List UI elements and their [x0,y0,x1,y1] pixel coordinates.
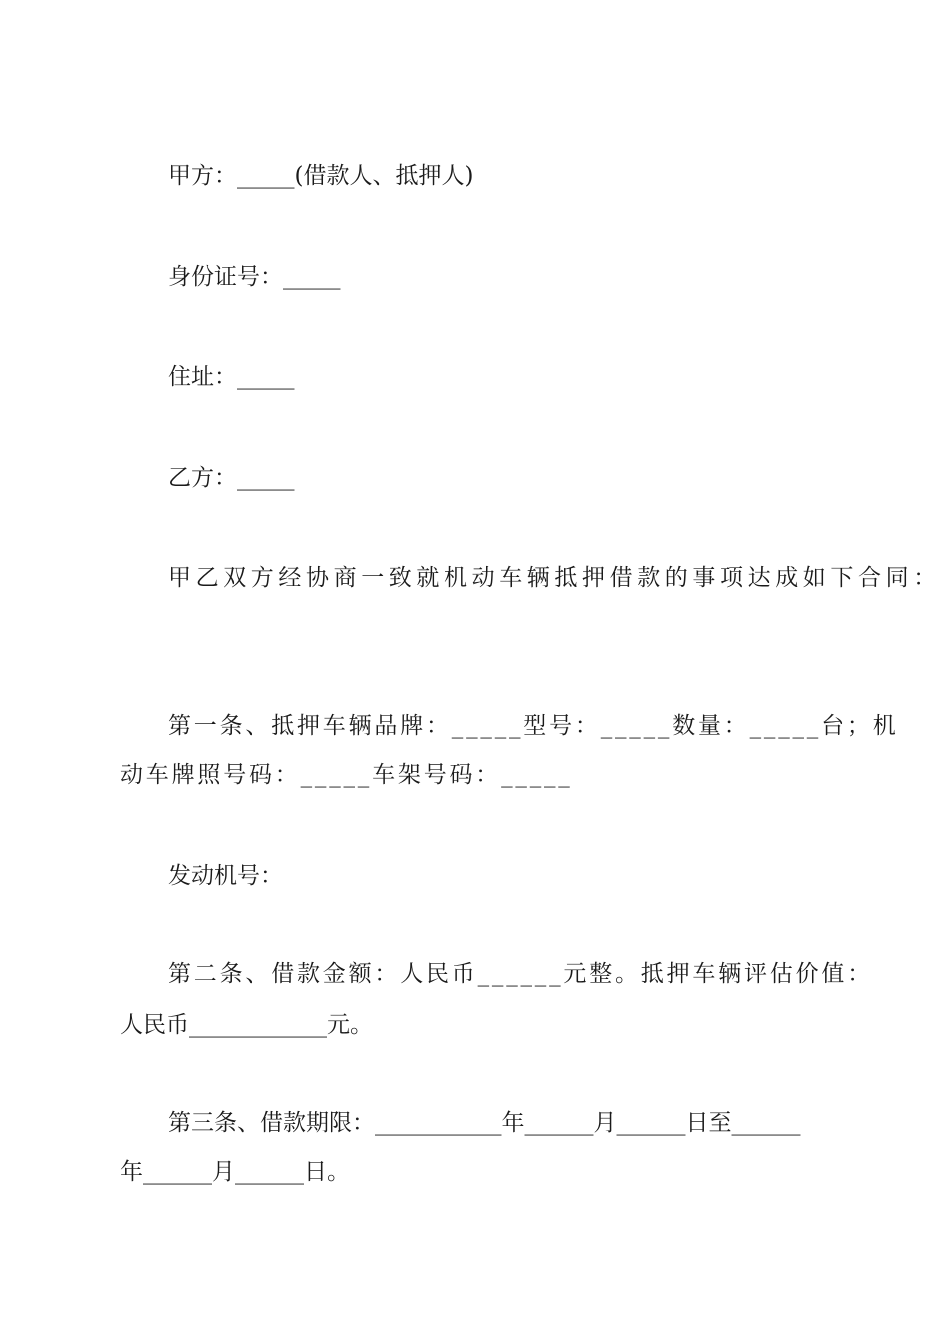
id-number-line: 身份证号：_____ [168,264,341,290]
article-1-line-1: 第一条、抵押车辆品牌：_____型号：_____数量：_____台；机 [168,713,899,739]
article-3-line-1: 第三条、借款期限：___________年______月______日至______ [168,1110,801,1136]
article-2-line-1: 第二条、借款金额：人民币______元整。抵押车辆评估价值： [168,961,873,987]
party-a-line: 甲方：_____(借款人、抵押人) [168,163,474,189]
party-b-line: 乙方：_____ [168,465,295,491]
engine-number-line: 发动机号： [168,863,283,889]
article-3-line-2: 年______月______日。 [120,1159,350,1185]
article-2-line-2: 人民币____________元。 [120,1012,373,1038]
article-1-line-2: 动车牌照号码：_____车架号码：_____ [120,762,573,788]
address-line: 住址：_____ [168,364,295,390]
preamble-paragraph: 甲乙双方经协商一致就机动车辆抵押借款的事项达成如下合同： [168,565,941,591]
